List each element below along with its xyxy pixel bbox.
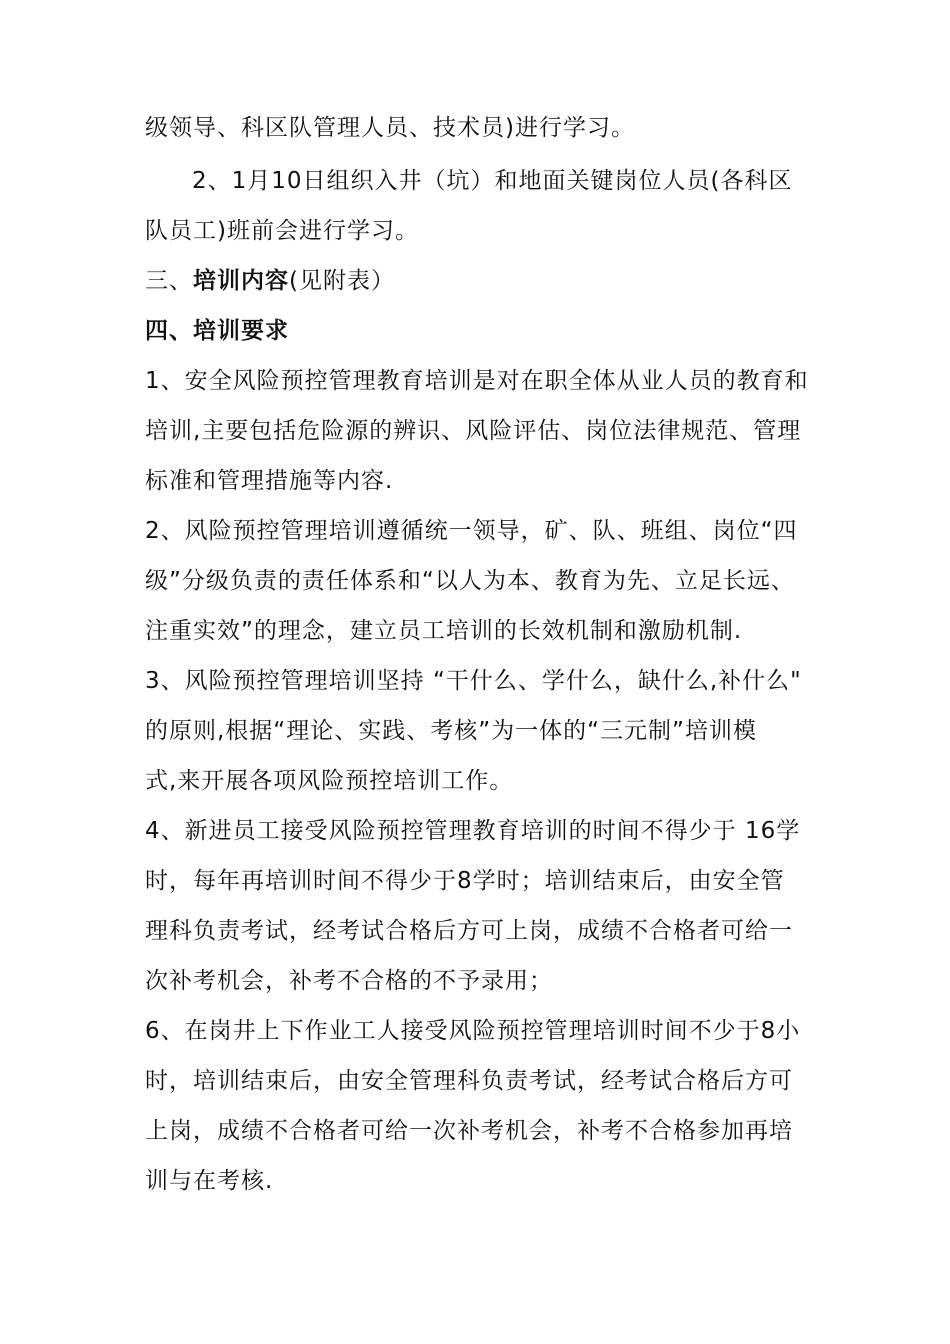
text-line: 级领导、科区队管理人员、技术员)进行学习。 (145, 115, 635, 141)
text-line: 的原则,根据“理论、实践、考核”为一体的“三元制”培训模 (145, 718, 757, 744)
text-line: 时，培训结束后，由安全管理科负责考试，经考试合格后方可 (145, 1068, 793, 1094)
text-line: 时，每年再培训时间不得少于8学时；培训结束后，由安全管 (145, 868, 785, 894)
section-heading-3 (145, 266, 395, 296)
text-line: 注重实效”的理念，建立员工培训的长效机制和激励机制. (145, 618, 743, 644)
text-line: 级”分级负责的责任体系和“以人为本、教育为先、立足长远、 (145, 568, 795, 594)
text-line: 1、安全风险预控管理教育培训是对在职全体从业人员的教育和 (145, 368, 809, 394)
text-line: 理科负责考试，经考试合格后方可上岗，成绩不合格者可给一 (145, 918, 793, 944)
section-number: 三、 (145, 268, 193, 294)
section-note: (见附表） (289, 268, 395, 294)
text-line: 3、风险预控管理培训坚持 “干什么、学什么，缺什么,补什么" (145, 668, 802, 694)
text-line: 队员工)班前会进行学习。 (145, 218, 419, 244)
text-line: 4、新进员工接受风险预控管理教育培训的时间不得少于 16学 (145, 818, 801, 844)
text-line: 培训,主要包括危险源的辨识、风险评估、岗位法律规范、管理 (145, 418, 802, 444)
text-line: 标准和管理措施等内容. (145, 468, 394, 494)
text-line: 式,来开展各项风险预控培训工作。 (145, 768, 514, 794)
section-heading-4: 四、培训要求 (145, 318, 289, 344)
text-line: 2、风险预控管理培训遵循统一领导，矿、队、班组、岗位“四 (145, 518, 798, 544)
text-line: 训与在考核. (145, 1168, 274, 1194)
text-line: 上岗，成绩不合格者可给一次补考机会，补考不合格参加再培 (145, 1118, 793, 1144)
text-line: 6、在岗井上下作业工人接受风险预控管理培训时间不少于8小 (145, 1018, 801, 1044)
text-line: 2、1月10日组织入井（坑）和地面关键岗位人员(各科区 (192, 168, 793, 194)
text-line: 次补考机会，补考不合格的不予录用； (145, 968, 553, 994)
section-title: 培训内容 (193, 268, 289, 294)
